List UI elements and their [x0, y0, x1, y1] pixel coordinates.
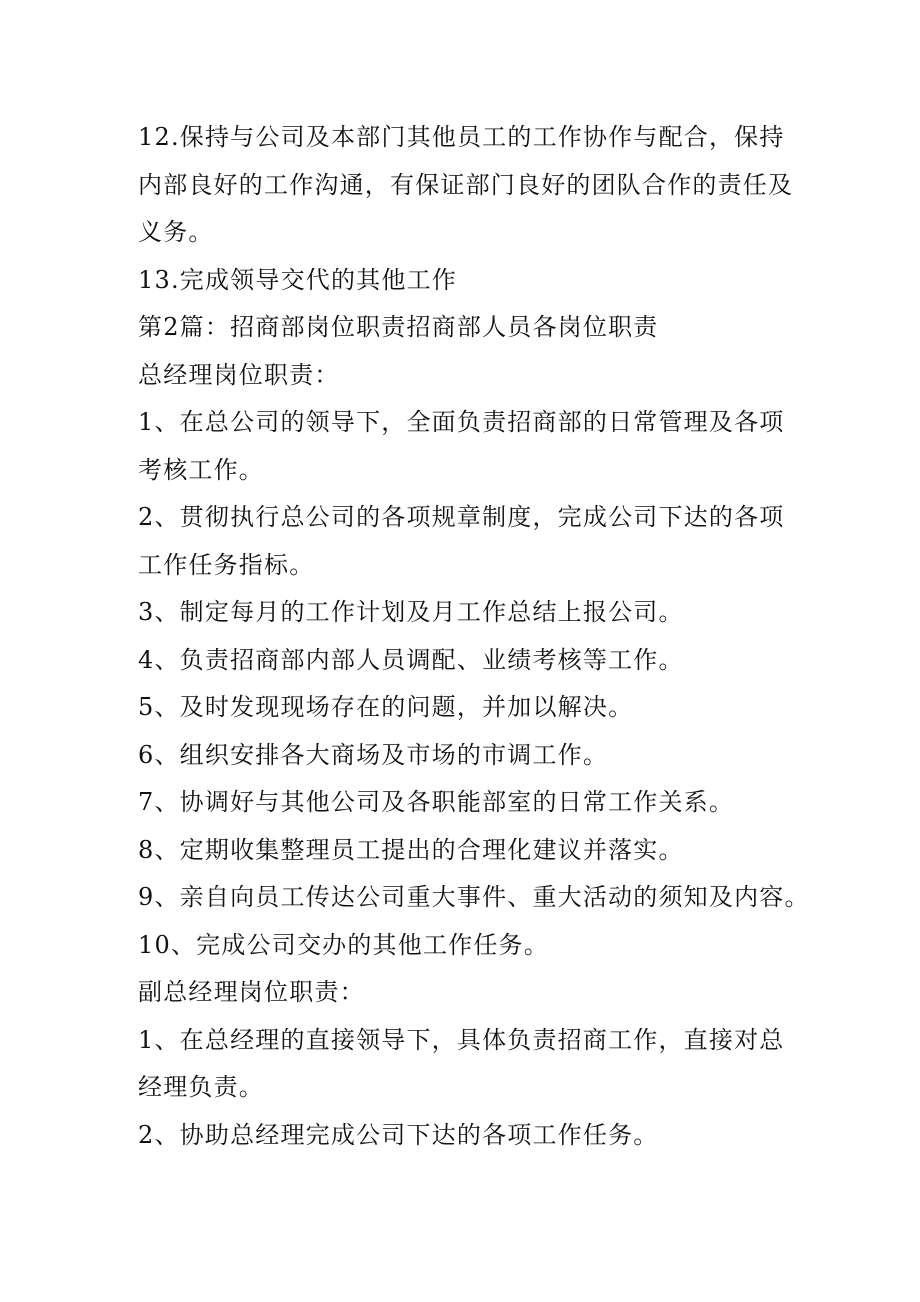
text-line-8: 考核工作。	[138, 455, 264, 484]
text-line-18: 10、完成公司交办的其他工作任务。	[138, 930, 549, 959]
text-line-10: 工作任务指标。	[138, 550, 315, 579]
text-line-16: 8、定期收集整理员工提出的合理化建议并落实。	[138, 835, 684, 864]
text-line-15: 7、协调好与其他公司及各职能部室的日常工作关系。	[138, 788, 735, 816]
text-line-7: 1、在总公司的领导下，全面负责招商部的日常管理及各项	[138, 408, 785, 436]
text-line-1: 12.保持与公司及本部门其他员工的工作协作与配合，保持	[138, 123, 785, 151]
text-line-9: 2、贯彻执行总公司的各项规章制度，完成公司下达的各项	[138, 503, 785, 531]
text-line-13: 5、及时发现现场存在的问题，并加以解决。	[138, 693, 634, 721]
subheading-general-manager: 总经理岗位职责：	[138, 360, 340, 389]
text-line-17: 9、亲自向员工传达公司重大事件、重大活动的须知及内容。	[138, 883, 810, 911]
document-body	[138, 114, 810, 1159]
text-line-21: 经理负责。	[138, 1073, 264, 1101]
text-line-22: 2、协助总经理完成公司下达的各项工作任务。	[138, 1120, 659, 1149]
text-line-2: 内部良好的工作沟通，有保证部门良好的团队合作的责任及	[138, 170, 794, 199]
text-line-11: 3、制定每月的工作计划及月工作总结上报公司。	[138, 598, 684, 626]
text-line-12: 4、负责招商部内部人员调配、业绩考核等工作。	[138, 645, 684, 674]
subheading-deputy-general-manager: 副总经理岗位职责：	[138, 978, 365, 1006]
text-line-4: 13.完成领导交代的其他工作	[138, 265, 457, 294]
text-line-14: 6、组织安排各大商场及市场的市调工作。	[138, 740, 609, 769]
section-heading: 第2篇：招商部岗位职责招商部人员各岗位职责	[138, 313, 659, 341]
text-line-20: 1、在总经理的直接领导下，具体负责招商工作，直接对总	[138, 1025, 785, 1054]
text-line-3: 义务。	[138, 218, 214, 246]
